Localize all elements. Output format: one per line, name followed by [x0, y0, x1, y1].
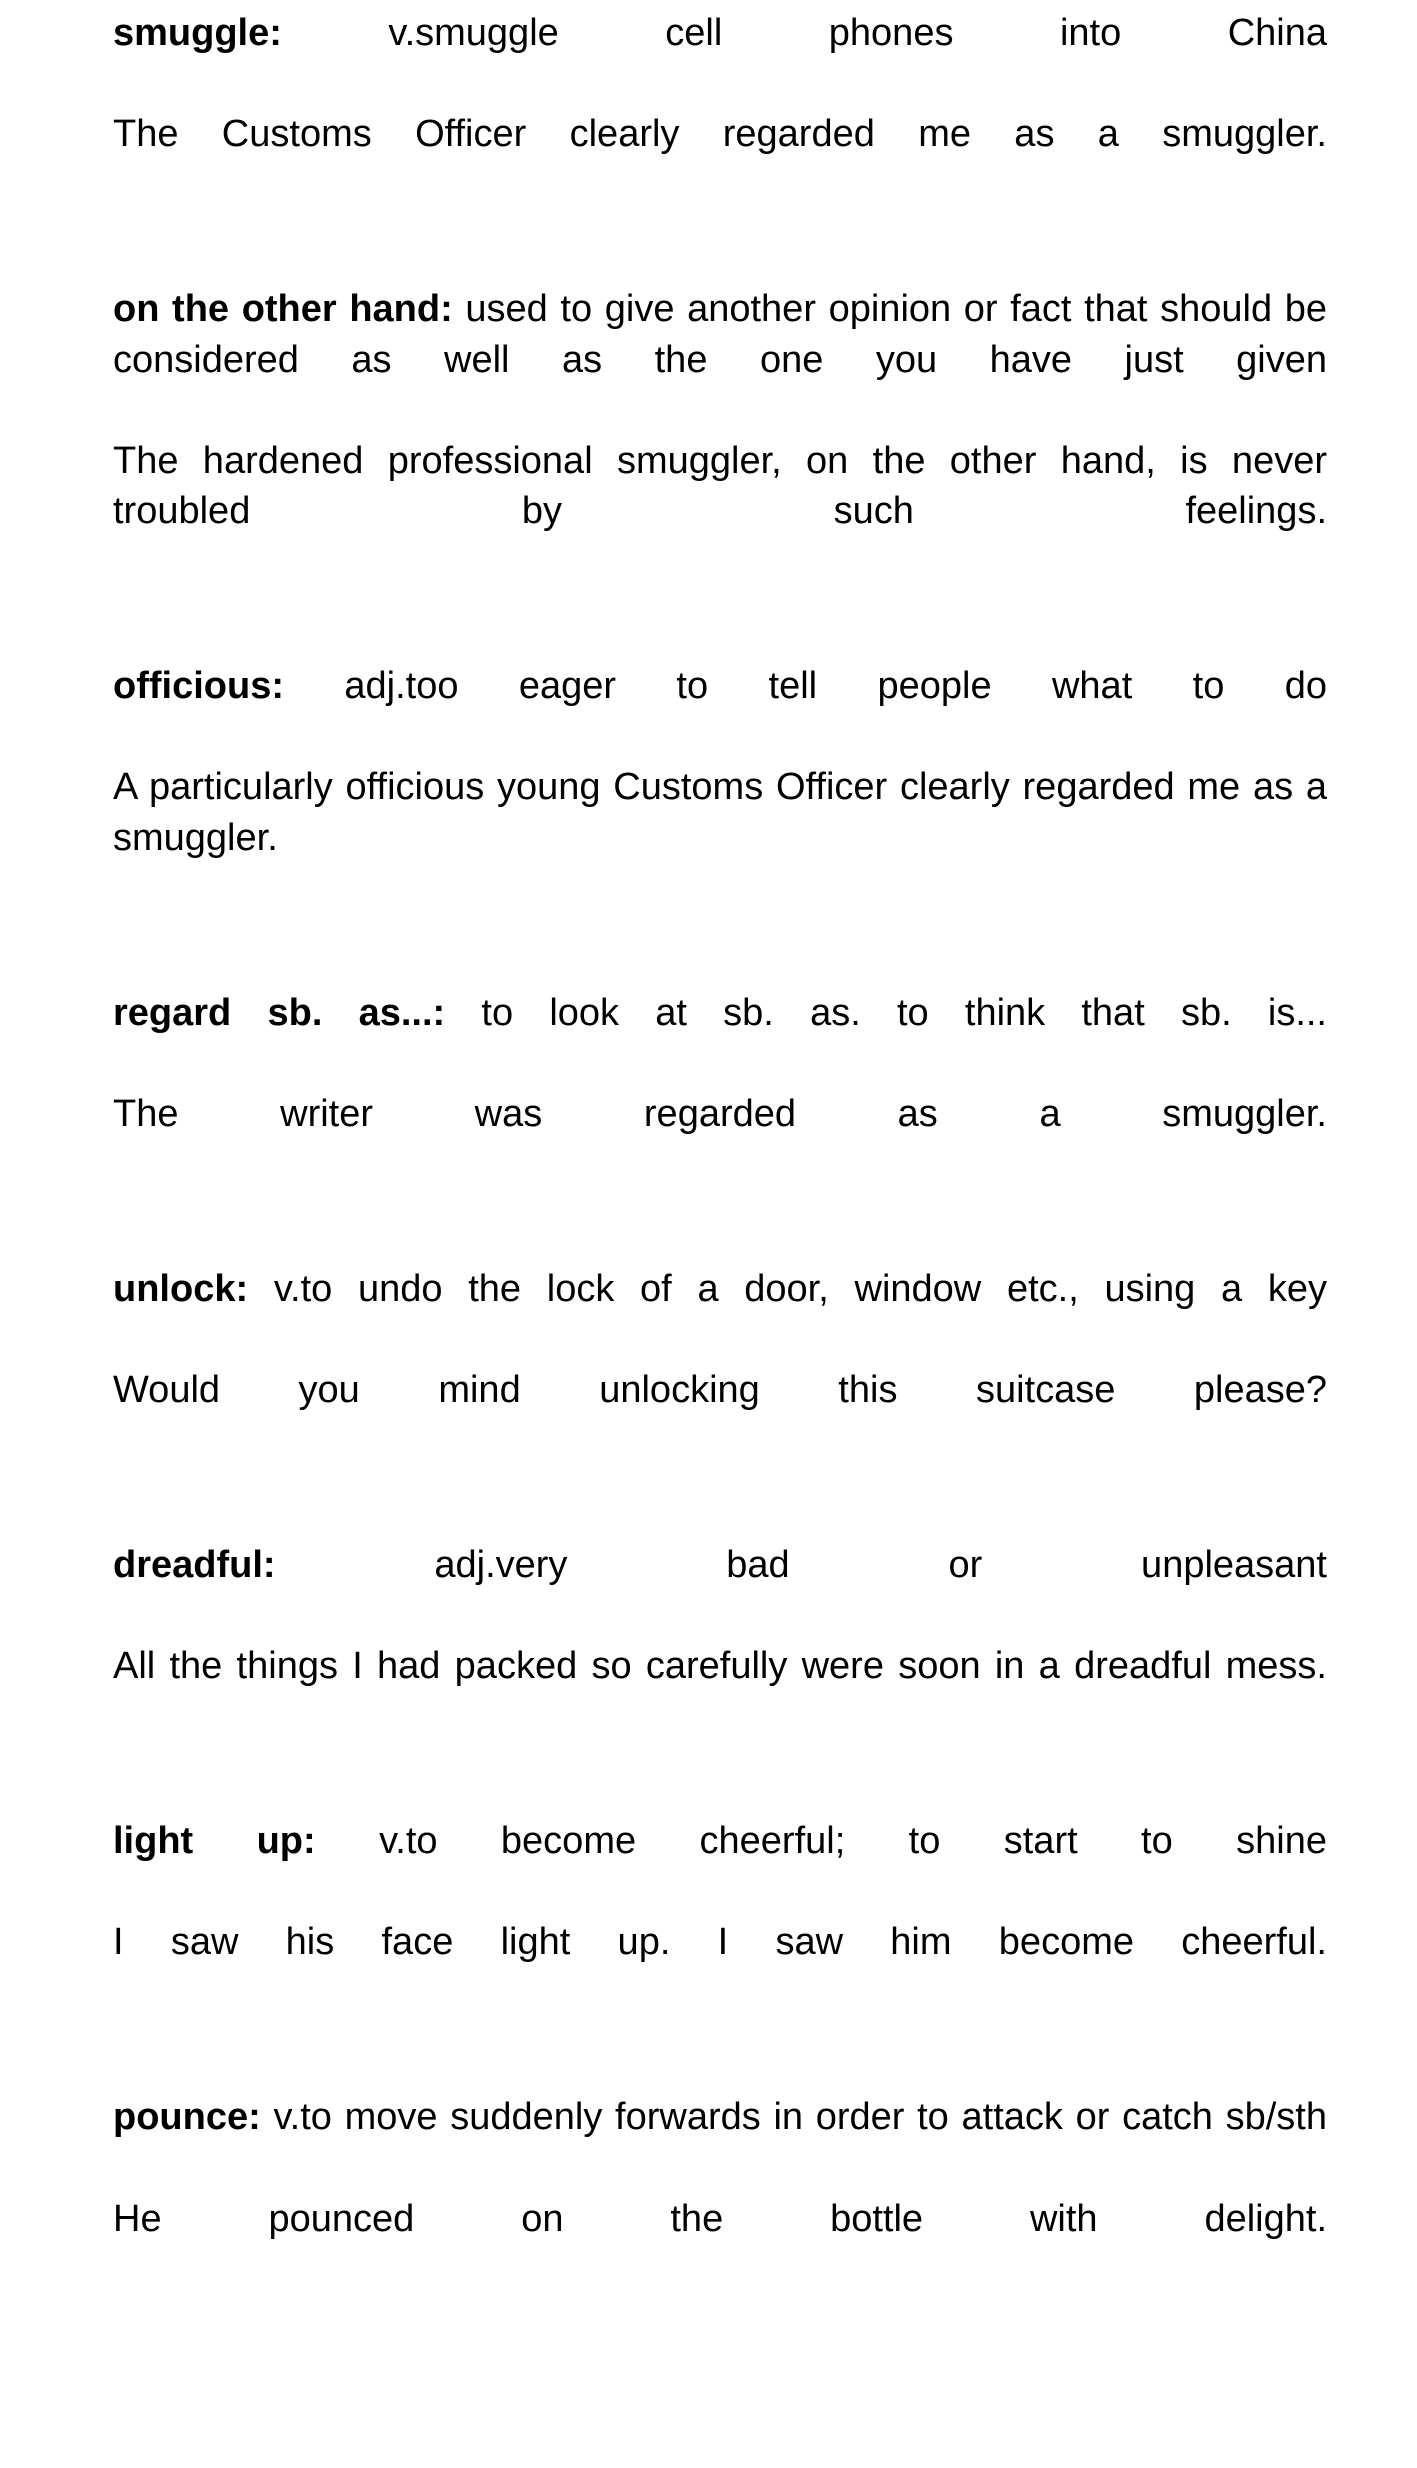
definition-line — [113, 1816, 1327, 1917]
vocabulary-entry — [113, 1264, 1327, 1466]
entry-gloss: adj.too eager to tell people what to do — [283, 665, 1327, 708]
vocabulary-entry — [113, 1540, 1327, 1742]
entry-example: Would you mind unlocking this suitcase please? — [113, 1369, 1327, 1412]
entry-example: All the things I had packed so carefully were soon in a dreadful mess. — [113, 1645, 1327, 1688]
entry-term: on the other hand: — [113, 288, 453, 331]
entry-gloss: adj.very bad or unpleasant — [275, 1544, 1327, 1587]
entry-term: officious: — [113, 665, 284, 708]
entry-gloss: v.to move suddenly forwards in order to attack or catch sb/sth — [260, 2096, 1327, 2139]
definition-line — [113, 2092, 1327, 2193]
entry-term: smuggle: — [113, 12, 282, 54]
definition-line — [113, 1540, 1327, 1641]
entry-example: A particularly officious young Customs Officer clearly regarded me as a smuggler. — [113, 766, 1327, 859]
definition-line — [113, 8, 1327, 109]
definition-line — [113, 284, 1327, 436]
definition-line — [113, 988, 1327, 1089]
entry-term: light up: — [113, 1820, 316, 1863]
entry-gloss: v.to become cheerful; to start to shine — [315, 1820, 1327, 1863]
vocabulary-entry — [113, 1816, 1327, 2018]
entry-term: dreadful: — [113, 1544, 276, 1587]
vocabulary-entry — [113, 988, 1327, 1190]
entry-example: He pounced on the bottle with delight. — [113, 2197, 1327, 2240]
vocabulary-entry — [113, 661, 1327, 914]
entry-term: unlock: — [113, 1268, 249, 1311]
entry-gloss: v.smuggle cell phones into China — [281, 12, 1327, 54]
entry-gloss: v.to undo the lock of a door, window etc., using a key — [248, 1268, 1327, 1311]
vocabulary-entry — [113, 2092, 1327, 2294]
entry-example: The hardened professional smuggler, on the other hand, is never troubled by such feelings. — [113, 439, 1327, 533]
entry-example: The writer was regarded as a smuggler. — [113, 1093, 1327, 1136]
entry-example: The Customs Officer clearly regarded me as a smuggler. — [113, 113, 1327, 156]
entry-gloss: to look at sb. as. to think that sb. is... — [445, 991, 1327, 1034]
entry-gloss: used to give another opinion or fact that should be considered as well as the one you have just given — [113, 288, 1327, 381]
entry-term: regard sb. as...: — [113, 991, 446, 1034]
vocabulary-entry — [113, 0, 1327, 210]
entry-term: pounce: — [113, 2096, 261, 2139]
definition-line — [113, 1264, 1327, 1365]
definition-line — [113, 661, 1327, 762]
entry-example: I saw his face light up. I saw him become cheerful. — [113, 1921, 1327, 1964]
vocabulary-entry — [113, 284, 1327, 587]
